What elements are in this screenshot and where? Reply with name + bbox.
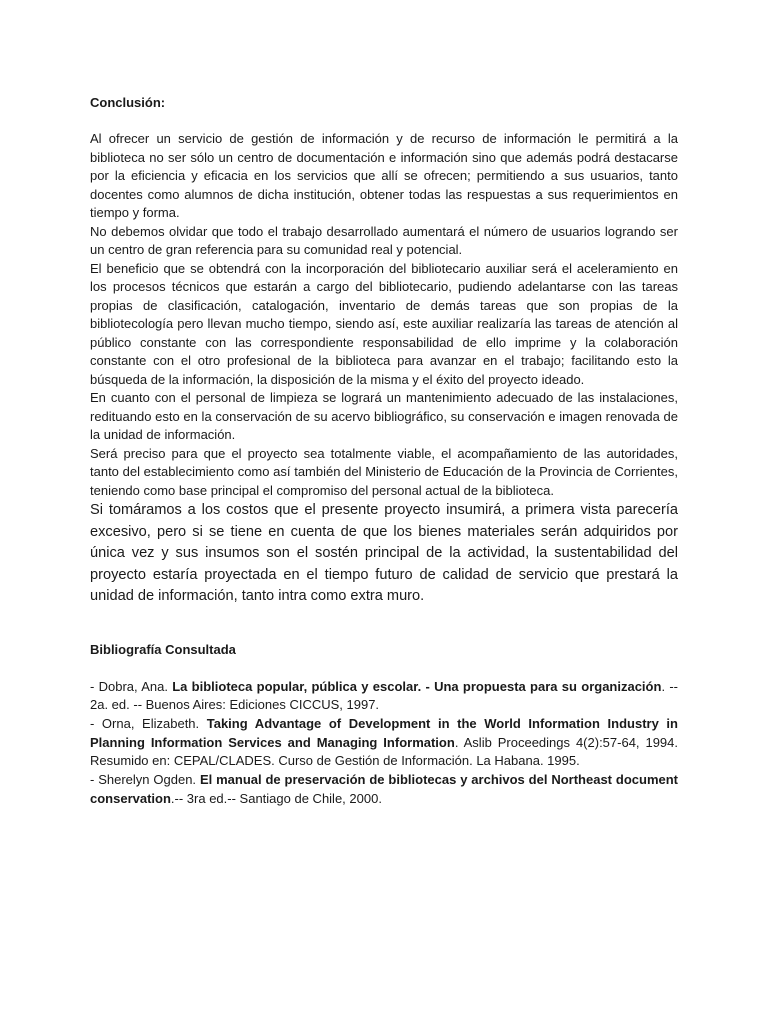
reference-details: . Aslib Proceedings 4(2):57-64, 1994. Resumido en: CEPAL/CLADES. Curso de Gestión de Información. La Habana. 1995. [90,734,678,769]
conclusion-paragraph-1: Al ofrecer un servicio de gestión de información y de recurso de información le permitirá a la biblioteca no ser sólo un centro de documentación e información sino que además podrá destacarse por la eficiencia y eficacia en los servicios que allí se ofrecen; permitiendo a sus usuarios, tanto docentes como alumnos de dicha institución, obtener todas las respuestas a sus requerimientos en tiempo y forma. [90,131,678,220]
bibliography-entry [90,715,678,771]
bibliography-entry [90,678,678,715]
reference-title: El manual de preservación de bibliotecas y archivos del Northeast document conservation [90,772,678,806]
conclusion-paragraph-5: Será preciso para que el proyecto sea totalmente viable, el acompañamiento de las autoridades, tanto del establecimiento como así también del Ministerio de Educación de la Provincia de Corrientes, teniendo como base principal el compromiso del personal actual de la biblioteca. [90,445,678,498]
conclusion-paragraph-2: No debemos olvidar que todo el trabajo desarrollado aumentará el número de usuarios logrando ser un centro de gran referencia para su comunidad real y potencial. [90,223,678,257]
reference-title: La biblioteca popular, pública y escolar. - Una propuesta para su organización [172,678,662,694]
bibliography-heading: Bibliografía Consultada [90,641,236,657]
reference-author: - Orna, Elizabeth. [90,715,207,731]
conclusion-heading: Conclusión: [90,95,166,110]
reference-author: - Dobra, Ana. [90,678,173,694]
conclusion-paragraph-6: Si tomáramos a los costos que el presente proyecto insumirá, a primera vista parecería excesivo, pero si se tiene en cuenta de que los bienes materiales serán adquiridos por única vez y sus insumos son el sostén principal de la actividad, la sustentabilidad del proyecto estaría proyectada en el tiempo futuro de calidad de servicio que prestará la unidad de información, tanto intra como extra muro. [90,502,678,604]
conclusion-paragraph-4: En cuanto con el personal de limpieza se logrará un mantenimiento adecuado de las instalaciones, redituando esto en la conservación de su acervo bibliográfico, su conservación e imagen renovada de la unidad de información. [90,390,678,442]
bibliography-entry [90,771,678,808]
reference-title: Taking Advantage of Development in the World Information Industry in Planning Information Services and Managing Information [90,715,678,750]
conclusion-paragraph-3: El beneficio que se obtendrá con la incorporación del bibliotecario auxiliar será el aceleramiento en los procesos técnicos que estarán a cargo del bibliotecario, pudiendo adelantarse con las tareas propias de clasificación, catalogación, inventario de demás tareas que son propias de la bibliotecología pero llevan mucho tiempo, siendo así, este auxiliar realizaría las tareas de atención al público constante con las correspondiente responsabilidad de ello imprime y la colaboración constante con el otro profesional de la biblioteca para avanzar en el trabajo; facilitando esto la búsqueda de la información, la disposición de la misma y el éxito del proyecto ideado. [90,260,678,387]
document-page [90,94,678,808]
conclusion-section [90,94,678,608]
reference-details: . -- 2a. ed. -- Buenos Aires: Ediciones CICCUS, 1997. [90,678,678,713]
bibliography-section [90,641,678,809]
reference-author: - Sherelyn Ogden. [90,772,200,788]
reference-details: .-- 3ra ed.-- Santiago de Chile, 2000. [170,790,382,806]
